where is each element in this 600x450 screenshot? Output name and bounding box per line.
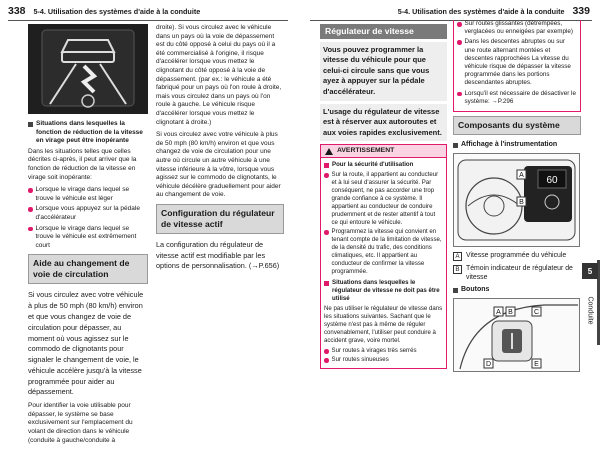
left-page-number: 338 — [8, 5, 26, 17]
square-bullet-icon — [324, 281, 329, 286]
list-item: Sur routes à virages très serrés — [324, 347, 443, 355]
square-bullet-icon — [324, 163, 329, 168]
square-bullet-icon — [453, 288, 458, 293]
button-label-d: D — [485, 361, 492, 369]
system-components-title: Composants du système — [453, 116, 581, 135]
callout-a: A Vitesse programmée du véhicule — [453, 251, 581, 261]
speed-reduction-heading: Situations dans lesquelles la fonction de réduction de la vitesse en virage peut être inopérante — [28, 120, 148, 146]
square-bullet-icon — [453, 143, 458, 148]
bullet-dot-icon — [324, 349, 329, 354]
button-label-b: B — [508, 309, 513, 317]
column-4 — [453, 20, 581, 372]
list-item: Lorsqu'il est nécessaire de désactiver le système: →P.296 — [457, 90, 577, 106]
button-label-e: E — [534, 361, 539, 369]
column-1 — [28, 24, 148, 449]
list-item: Sur routes sinueuses — [324, 356, 443, 364]
button-label-c: C — [533, 309, 540, 317]
bullet-dot-icon — [28, 207, 33, 212]
lane-change-paragraph-2: Pour identifier la voie utilisable pour dépasser, le système se base exclusivement sur l'emplacement du volant de direction dans le véhicule (conduite à gauche/conduite à — [28, 402, 133, 444]
list-item: Lorsque vous appuyez sur la pédale d'accélérateur — [28, 205, 148, 222]
square-bullet-icon — [28, 122, 33, 127]
speed-reduction-intro: Dans les situations telles que celles décrites ci-après, il peut arriver que la fonction de réduction de la vitesse en virage soit inopérante: — [28, 147, 137, 181]
configuration-section-title: Configuration du régulateur de vitesse actif — [156, 204, 284, 234]
list-item: Lorsque le virage dans lequel se trouve le véhicule est léger — [28, 186, 148, 203]
buttons-heading: Boutons — [453, 286, 581, 295]
left-chapter-title: 5-4. Utilisation des systèmes d'aide à la conduite — [33, 6, 201, 16]
svg-text:60: 60 — [546, 174, 558, 186]
lane-change-paragraph-3: droite). Si vous circulez avec le véhicule dans un pays où la voie de dépassement est du côté opposé à celui du pays où il a été commercialisé à l'origine, il risque d'accélérer lorsque vous mettez le clignotant du côté opposé à la voie de dépassement. (par ex.: le véhicule a été fabriqué pour un pays où l'on roule à droite, mais vous circulez dans un pays où l'on roule à gauche. Le véhicule risque d'accélérer lorsque vous mettez le clignotant à droite.) — [156, 24, 282, 126]
right-page-header — [398, 2, 590, 20]
warning-paragraph: Ne pas utiliser le régulateur de vitesse dans les situations suivantes. Sachant que le système n'est pas à même de réguler convenablement, l'utiliser peut conduire à accident grave, voire mortel. — [324, 305, 443, 345]
list-item: Lorsque le virage dans lequel se trouve le véhicule est extrêmement court — [28, 225, 148, 251]
lane-change-section-title: Aide au changement de voie de circulation — [28, 254, 148, 284]
curve-assist-display-image — [28, 24, 148, 114]
callout-b: B Témoin indicateur de régulateur de vitesse — [453, 264, 581, 283]
instrument-display-heading: Affichage à l'instrumentation — [453, 141, 581, 150]
bullet-dot-icon — [324, 230, 329, 235]
chapter-side-label: Conduite — [586, 295, 594, 325]
warning-box-continued — [453, 20, 581, 112]
list-item: Sur la route, il appartient au conducteur et à lui seul d'assurer la sécurité. Par conséquent, ne pas accorder une trop grande confiance à ce système. Il appartient au conducteur de conduire prudemment et de rester attentif à tout ce qui entoure le véhicule. — [324, 171, 443, 227]
bullet-dot-icon — [457, 40, 462, 45]
bullet-dot-icon — [457, 92, 462, 97]
bullet-dot-icon — [28, 227, 33, 232]
steering-buttons-diagram — [453, 298, 580, 372]
warning-box — [320, 144, 447, 369]
cruise-control-intro-2: L'usage du régulateur de vitesse est à réserver aux autoroutes et aux voies rapides exclusivement. — [320, 104, 447, 142]
list-item: Dans les descentes abruptes ou sur une route alternant montées et descentes rapprochées La vitesse du véhicule risque de dépasser la vitesse programmée dans les portions descendantes abruptes. — [457, 38, 577, 87]
cruise-control-intro-1: Vous pouvez programmer la vitesse du véhicule pour que celui-ci circule sans que vous ayez à appuyer sur la pédale d'accélérateur. — [320, 42, 447, 101]
lane-change-paragraph-1: Si vous circulez avec votre véhicule à plus de 50 mph (80 km/h) environ et que vous changez de voie de circulation pour dépasser, au moment où vous agissez sur le commodo de clignotants pour signaler le changement de voie, le véhicule accélère jusqu'à la vitesse programmée pour aider au dépassement. — [28, 290, 144, 397]
left-header-rule — [8, 20, 288, 21]
bullet-dot-icon — [457, 22, 462, 27]
bullet-dot-icon — [324, 173, 329, 178]
left-page-header — [8, 2, 200, 20]
lane-change-paragraph-4: Si vous circulez avec votre véhicule à plus de 50 mph (80 km/h) environ et que vous changez de voie de circulation pour une autre où circule un autre véhicule à une vitesse inférieure à la vôtre, lorsque vous agissez sur le commodo de clignotants, le véhicule décélère graduellement pour aider au changement de voie. — [156, 131, 281, 199]
diagram-label-b: B — [519, 198, 524, 206]
bullet-dot-icon — [324, 358, 329, 363]
column-2 — [156, 24, 284, 276]
button-label-a: A — [496, 309, 501, 317]
warning-triangle-icon — [325, 148, 333, 155]
list-item: Sur routes glissantes (détrempées, verglacées ou enneigées par exemple) — [457, 20, 577, 36]
instrument-panel-diagram — [453, 153, 580, 247]
diagram-label-a: A — [519, 171, 524, 179]
right-page-number: 339 — [572, 5, 590, 17]
right-chapter-title: 5-4. Utilisation des systèmes d'aide à la conduite — [397, 6, 565, 16]
bullet-dot-icon — [28, 188, 33, 193]
chapter-number-tab: 5 — [582, 263, 598, 279]
warning-subheading-2: Situations dans lesquelles le régulateur de vitesse ne doit pas être utilisé — [324, 279, 443, 303]
warning-subheading-1: Pour la sécurité d'utilisation — [324, 161, 443, 169]
configuration-paragraph: La configuration du régulateur de vitesse actif est modifiable par les options de personnalisation. (→P.656) — [156, 239, 280, 271]
cruise-control-title: Régulateur de vitesse — [320, 24, 447, 39]
warning-header: AVERTISSEMENT — [321, 145, 446, 158]
list-item: Programmez la vitesse qui convient en tenant compte de la limitation de vitesse, de la densité du trafic, des conditions climatiques, etc. Il appartient au conducteur de confirmer la vitesse programmée. — [324, 228, 443, 276]
column-3 — [320, 24, 447, 369]
